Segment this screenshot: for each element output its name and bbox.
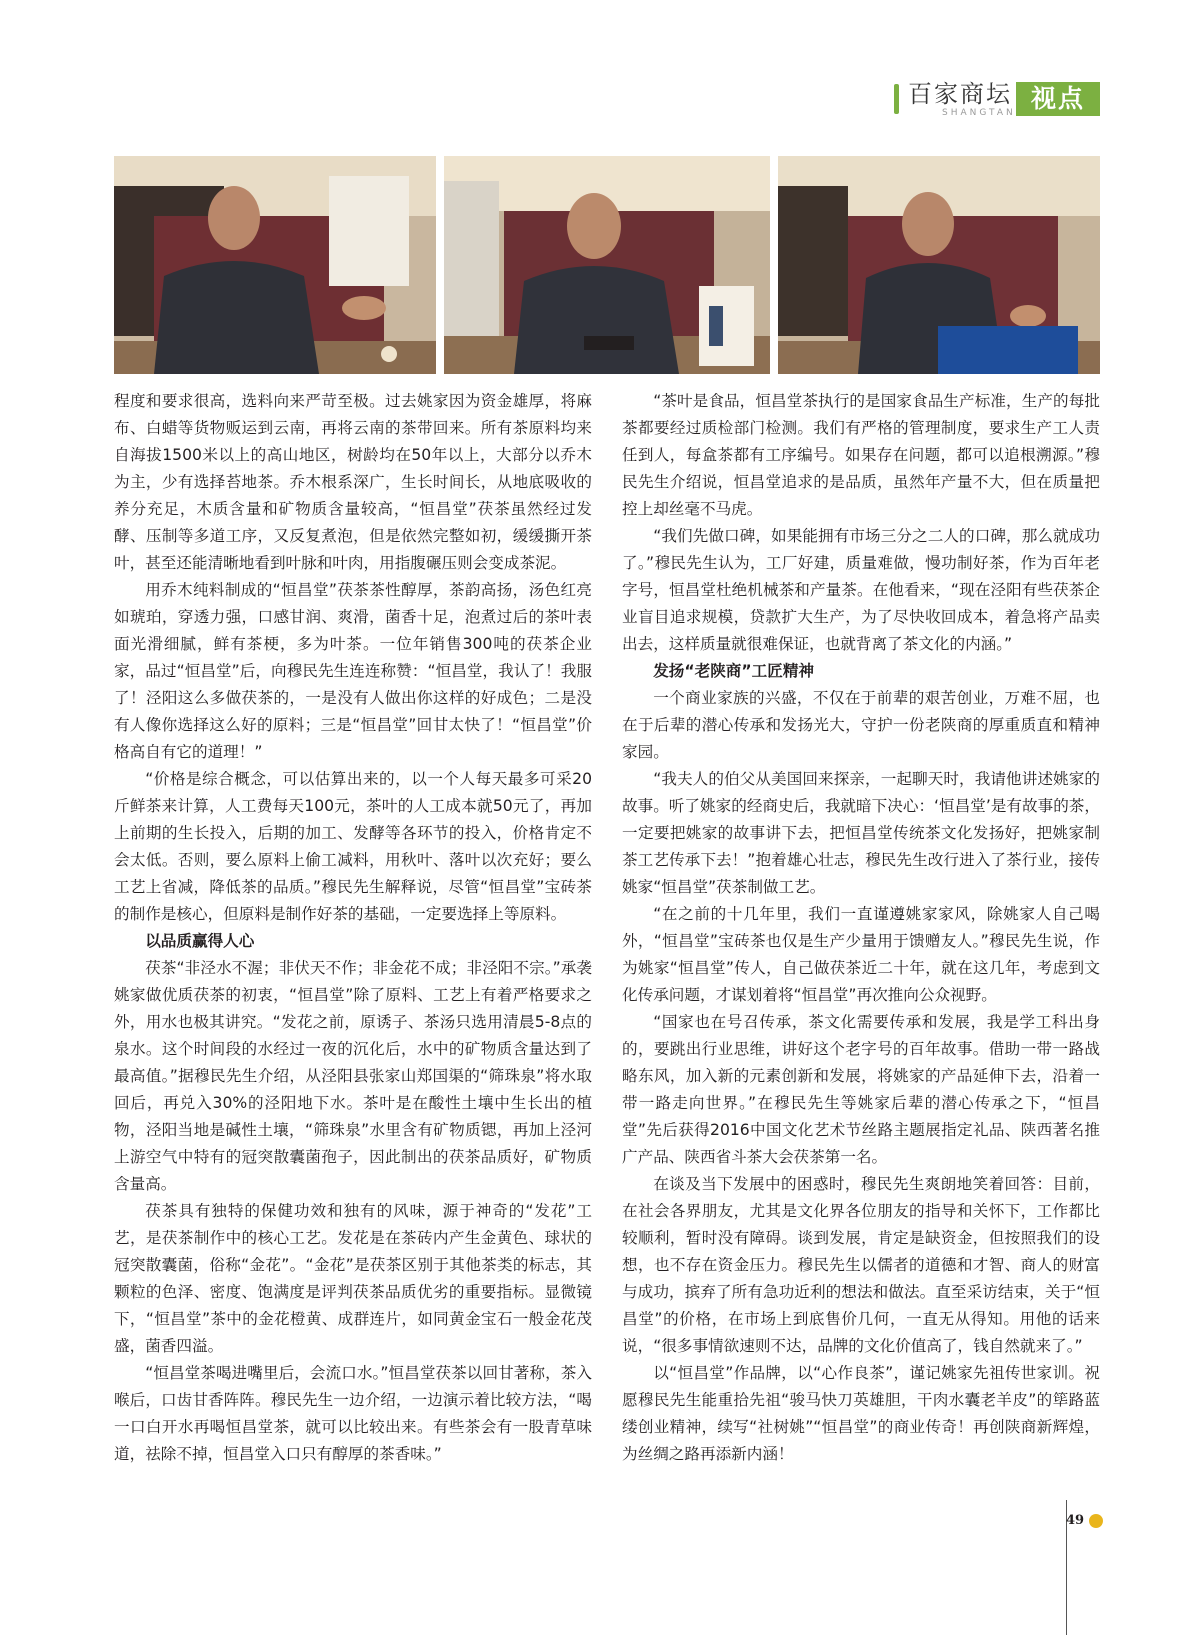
- subheading: 发扬“老陕商”工匠精神: [653, 662, 815, 680]
- paragraph: 一个商业家族的兴盛，不仅在于前辈的艰苦创业，万难不屈，也在于后辈的潜心传承和发扬光大，守护一份老陕商的厚重质直和精神家园。: [622, 689, 1100, 761]
- header-title-group: [908, 80, 1016, 118]
- paragraph: 茯茶“非泾水不渥；非伏天不作；非金花不成；非泾阳不宗。”承袭姚家做优质茯茶的初衷，“恒昌堂”除了原料、工艺上有着严格要求之外，用水也极其讲究。“发花之前，原诱子、茶汤只选用清晨5-8点的泉水。这个时间段的水经过一夜的沉化后，水中的矿物质含量达到了最高值。”据穆民先生介绍，从泾阳县张家山郑国渠的“筛珠泉”将水取回后，再兑入30%的泾阳地下水。茶叶是在酸性土壤中生长出的植物，泾阳当地是碱性土壤，“筛珠泉”水里含有矿物质锶，再加上泾河上游空气中特有的冠突散囊菌孢子，因此制出的茯茶品质好，矿物质含量高。: [114, 959, 592, 1193]
- paragraph: “茶叶是食品，恒昌堂茶执行的是国家食品生产标准，生产的每批茶都要经过质检部门检测。我们有严格的管理制度，要求生产工人责任到人，每盒茶都有工序编号。如果存在问题，都可以追根溯源。”穆民先生介绍说，恒昌堂追求的是品质，虽然年产量不大，但在质量把控上却丝毫不马虎。: [622, 392, 1100, 518]
- paragraph: “国家也在号召传承，茶文化需要传承和发展，我是学工科出身的，要跳出行业思维，讲好这个老字号的百年故事。借助一带一路战略东风，加入新的元素创新和发展，将姚家的产品延伸下去，沿着一带一路走向世界。”在穆民先生等姚家后辈的潜心传承之下，“恒昌堂”先后获得2016中国文化艺术节丝路主题展指定礼品、陕西著名推广产品、陕西省斗茶大会茯茶第一名。: [622, 1013, 1100, 1166]
- interview-photo-blue-box: [778, 156, 1100, 374]
- page-marker-icon: [1089, 1514, 1103, 1528]
- left-column: [114, 388, 592, 1468]
- paragraph: 在谈及当下发展中的困惑时，穆民先生爽朗地笑着回答：目前，在社会各界朋友，尤其是文化界各位朋友的指导和关怀下，工作都比较顺利，暂时没有障碍。谈到发展，肯定是缺资金，但按照我们的设想，也不存在资金压力。穆民先生以儒者的道德和才智、商人的财富与成功，摈弃了所有急功近利的想法和做法。直至采访结束，关于“恒昌堂”的价格，在市场上到底售价几何，一直无从得知。用他的话来说，“很多事情欲速则不达，品牌的文化价值高了，钱自然就来了。”: [622, 1175, 1100, 1355]
- paragraph: “恒昌堂茶喝进嘴里后，会流口水。”恒昌堂茯茶以回甘著称，茶入喉后，口齿甘香阵阵。穆民先生一边介绍，一边演示着比较方法，“喝一口白开水再喝恒昌堂茶，就可以比较出来。有些茶会有一股青草味道，祛除不掉，恒昌堂入口只有醇厚的茶香味。”: [114, 1364, 592, 1463]
- paragraph: 茯茶具有独特的保健功效和独有的风味，源于神奇的“发花”工艺，是茯茶制作中的核心工艺。发花是在茶砖内产生金黄色、球状的冠突散囊菌，俗称“金花”。“金花”是茯茶区别于其他茶类的标志，其颗粒的色泽、密度、饱满度是评判茯茶品质优劣的重要指标。显微镜下，“恒昌堂”茶中的金花橙黄、成群连片，如同黄金宝石一般金花茂盛，菌香四溢。: [114, 1202, 592, 1355]
- interview-photo-gesturing: [114, 156, 436, 374]
- page-number: 49: [1066, 1513, 1085, 1528]
- paragraph: “我夫人的伯父从美国回来探亲，一起聊天时，我请他讲述姚家的故事。听了姚家的经商史后，我就暗下决心：‘恒昌堂’是有故事的茶，一定要把姚家的故事讲下去，把恒昌堂传统茶文化发扬好，把姚家制茶工艺传承下去！”抱着雄心壮志，穆民先生改行进入了茶行业，接传姚家“恒昌堂”茯茶制做工艺。: [622, 770, 1100, 896]
- paragraph: “价格是综合概念，可以估算出来的，以一个人每天最多可采20斤鲜茶来计算，人工费每天100元，茶叶的人工成本就50元了，再加上前期的生长投入，后期的加工、发酵等各环节的投入，价格肯定不会太低。否则，要么原料上偷工减料，用秋叶、落叶以次充好；要么工艺上省减，降低茶的品质。”穆民先生解释说，尽管“恒昌堂”宝砖茶的制作是核心，但原料是制作好茶的基础，一定要选择上等原料。: [114, 770, 592, 923]
- header-accent-bar: [894, 84, 899, 114]
- paragraph: “我们先做口碑，如果能拥有市场三分之二人的口碑，那么就成功了。”穆民先生认为，工厂好建，质量难做，慢功制好茶，作为百年老字号，恒昌堂杜绝机械茶和产量茶。在他看来，“现在泾阳有些茯茶企业盲目追求规模，贷款扩大生产，为了尽快收回成本，着急将产品卖出去，这样质量就很难保证，也就背离了茶文化的内涵。”: [622, 527, 1100, 653]
- section-title: 百家商坛: [908, 80, 1012, 108]
- section-subtitle: SHANGTAN: [942, 108, 1016, 118]
- paragraph: 程度和要求很高，选料向来严苛至极。过去姚家因为资金雄厚，将麻布、白蜡等货物贩运到云南，再将云南的茶带回来。所有茶原料均来自海拔1500米以上的高山地区，树龄均在50年以上，大部分以乔木为主，少有选择苔地茶。乔木根系深广，生长时间长，从地底吸收的养分充足，木质含量和矿物质含量较高，“恒昌堂”茯茶虽然经过发酵、压制等多道工序，又反复煮泡，但是依然完整如初，缓缓撕开茶叶，甚至还能清晰地看到叶脉和叶肉，用指腹碾压则会变成茶泥。: [114, 392, 592, 572]
- paragraph: 用乔木纯料制成的“恒昌堂”茯茶茶性醇厚，茶韵高扬，汤色红亮如琥珀，穿透力强，口感甘润、爽滑，菌香十足，泡煮过后的茶叶表面光滑细腻，鲜有茶梗，多为叶茶。一位年销售300吨的茯茶企业家，品过“恒昌堂”后，向穆民先生连连称赞：“恒昌堂，我认了！我服了！泾阳这么多做茯茶的，一是没有人做出你这样的好成色；二是没有人像你选择这么好的原料；三是“恒昌堂”回甘太快了！“恒昌堂”价格高自有它的道理！”: [114, 581, 592, 761]
- paragraph: 以“恒昌堂”作品牌，以“心作良茶”，谨记姚家先祖传世家训。祝愿穆民先生能重拾先祖“骏马快刀英雄胆，干肉水囊老羊皮”的筚路蓝缕创业精神，续写“社树姚”“恒昌堂”的商业传奇！再创陕商新辉煌，为丝绸之路再添新内涵！: [622, 1364, 1100, 1463]
- section-tag: 视点: [1016, 82, 1100, 116]
- subheading: 以品质赢得人心: [145, 932, 255, 950]
- section-header: [894, 80, 1100, 124]
- interview-photo-tea-box: [444, 156, 770, 374]
- right-column: [622, 388, 1100, 1468]
- paragraph: “在之前的十几年里，我们一直谨遵姚家家风，除姚家人自己喝外，“恒昌堂”宝砖茶也仅是生产少量用于馈赠友人。”穆民先生说，作为姚家“恒昌堂”传人，自己做茯茶近二十年，就在这几年，考虑到文化传承问题，才谋划着将“恒昌堂”再次推向公众视野。: [622, 905, 1100, 1004]
